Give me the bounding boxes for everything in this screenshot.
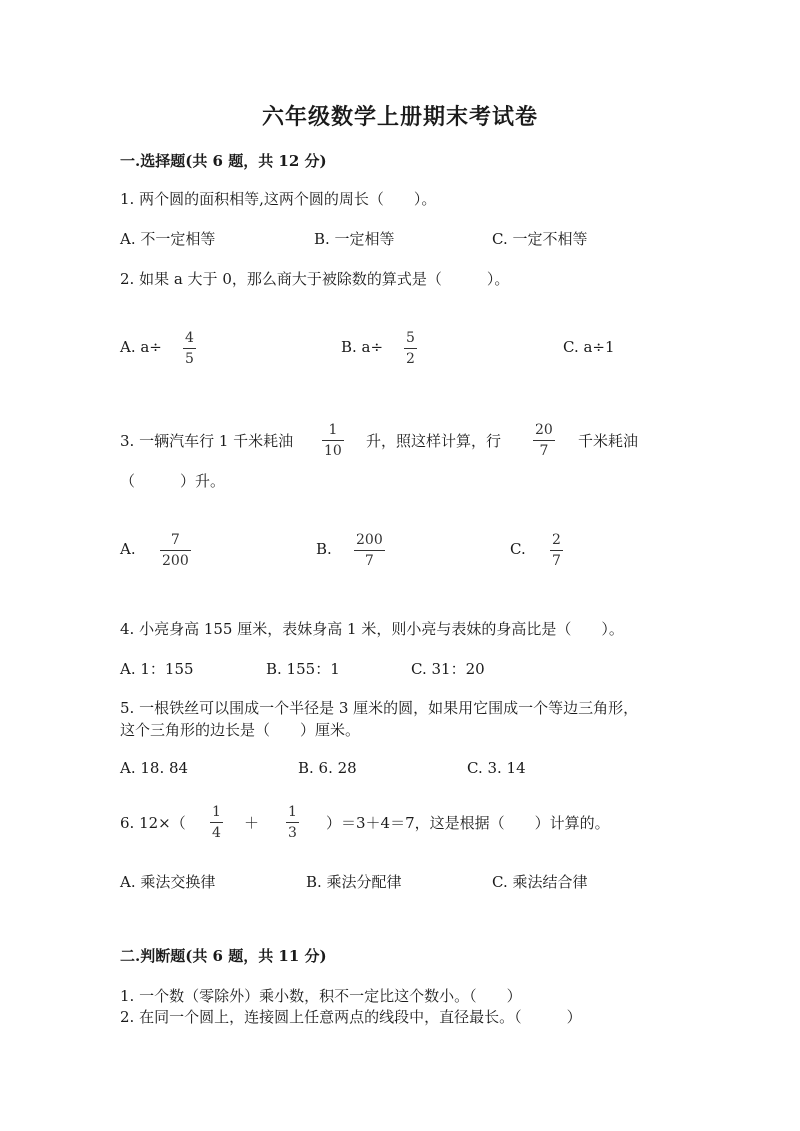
page-title: 六年级数学上册期末考试卷 bbox=[261, 104, 538, 130]
q4-option-a: A. 1：155 bbox=[120, 660, 194, 678]
section-heading-judgment: 二.判断题(共 6 题，共 11 分) bbox=[120, 947, 327, 965]
fraction-denominator: 200 bbox=[162, 553, 189, 569]
question-1: 1. 两个圆的面积相等,这两个圆的周长（ ）。 bbox=[120, 190, 437, 208]
q2-option-c: C. a÷1 bbox=[563, 338, 615, 356]
fraction-numerator: 1 bbox=[288, 804, 297, 820]
question-6-part-1: 6. 12×（ bbox=[120, 814, 186, 832]
fraction-numerator: 2 bbox=[552, 532, 561, 548]
q3-option-a-prefix: A. bbox=[120, 540, 136, 558]
q3-option-c-prefix: C. bbox=[510, 540, 526, 558]
fraction-numerator: 7 bbox=[170, 532, 180, 548]
question-3-part-3: 千米耗油 bbox=[578, 432, 639, 450]
question-2: 2. 如果 a 大于 0，那么商大于被除数的算式是（ ）。 bbox=[120, 270, 510, 288]
question-4: 4. 小亮身高 155 厘米，表妹身高 1 米，则小亮与表妹的身高比是（ ）。 bbox=[120, 620, 624, 638]
q2-option-a-fraction bbox=[183, 330, 196, 367]
q5-option-c: C. 3. 14 bbox=[467, 759, 526, 777]
fraction-denominator: 3 bbox=[288, 825, 297, 841]
q3-option-b-fraction bbox=[354, 532, 385, 569]
judgment-question-1: 1. 一个数（零除外）乘小数，积不一定比这个数小。（ ） bbox=[120, 987, 522, 1005]
fraction-denominator: 7 bbox=[552, 553, 561, 569]
question-5-line-1: 5. 一根铁丝可以围成一个半径是 3 厘米的圆，如果用它围成一个等边三角形， bbox=[120, 699, 639, 717]
q6-fraction-quarter bbox=[210, 804, 223, 841]
q2-option-a-prefix: A. a÷ bbox=[120, 338, 162, 356]
q4-option-b: B. 155：1 bbox=[266, 660, 340, 678]
judgment-question-2: 2. 在同一个圆上，连接圆上任意两点的线段中，直径最长。（ ） bbox=[120, 1008, 582, 1026]
q6-option-b: B. 乘法分配律 bbox=[306, 873, 402, 891]
fraction-denominator: 5 bbox=[185, 351, 194, 367]
q4-option-c: C. 31：20 bbox=[411, 660, 485, 678]
fraction-denominator: 7 bbox=[539, 443, 549, 459]
q5-option-b: B. 6. 28 bbox=[298, 759, 357, 777]
q6-fraction-third bbox=[286, 804, 299, 841]
q2-option-b-fraction bbox=[404, 330, 417, 367]
fraction-numerator: 1 bbox=[328, 422, 338, 438]
fraction-denominator: 7 bbox=[364, 553, 374, 569]
q3-option-c-fraction bbox=[550, 532, 563, 569]
q1-option-a: A. 不一定相等 bbox=[120, 230, 216, 248]
fraction-denominator: 10 bbox=[324, 443, 342, 459]
question-3-part-2: 升，照这样计算，行 bbox=[366, 432, 502, 450]
fraction-denominator: 2 bbox=[406, 351, 415, 367]
q6-option-a: A. 乘法交换律 bbox=[120, 873, 216, 891]
fraction-numerator: 1 bbox=[212, 804, 221, 820]
q3-fraction-fuel bbox=[322, 422, 344, 459]
question-3-part-4: （ ）升。 bbox=[120, 472, 226, 490]
q3-option-a-fraction bbox=[160, 532, 191, 569]
question-3-part-1: 3. 一辆汽车行 1 千米耗油 bbox=[120, 432, 294, 450]
q5-option-a: A. 18. 84 bbox=[120, 759, 189, 777]
q6-option-c: C. 乘法结合律 bbox=[492, 873, 588, 891]
q3-fraction-distance bbox=[533, 422, 555, 459]
fraction-numerator: 4 bbox=[185, 330, 194, 346]
section-heading-choice: 一.选择题(共 6 题，共 12 分) bbox=[120, 152, 327, 170]
q1-option-c: C. 一定不相等 bbox=[492, 230, 588, 248]
question-6-part-2: ）＝3＋4＝7，这是根据（ ）计算的。 bbox=[326, 814, 610, 832]
question-5-line-2: 这个三角形的边长是（ ）厘米。 bbox=[120, 721, 361, 739]
question-6-plus: ＋ bbox=[244, 814, 260, 832]
q2-option-b-prefix: B. a÷ bbox=[341, 338, 384, 356]
q3-option-b-prefix: B. bbox=[316, 540, 332, 558]
fraction-numerator: 5 bbox=[406, 330, 415, 346]
fraction-numerator: 20 bbox=[535, 422, 553, 438]
fraction-numerator: 200 bbox=[356, 532, 383, 548]
q1-option-b: B. 一定相等 bbox=[314, 230, 395, 248]
fraction-denominator: 4 bbox=[212, 825, 221, 841]
